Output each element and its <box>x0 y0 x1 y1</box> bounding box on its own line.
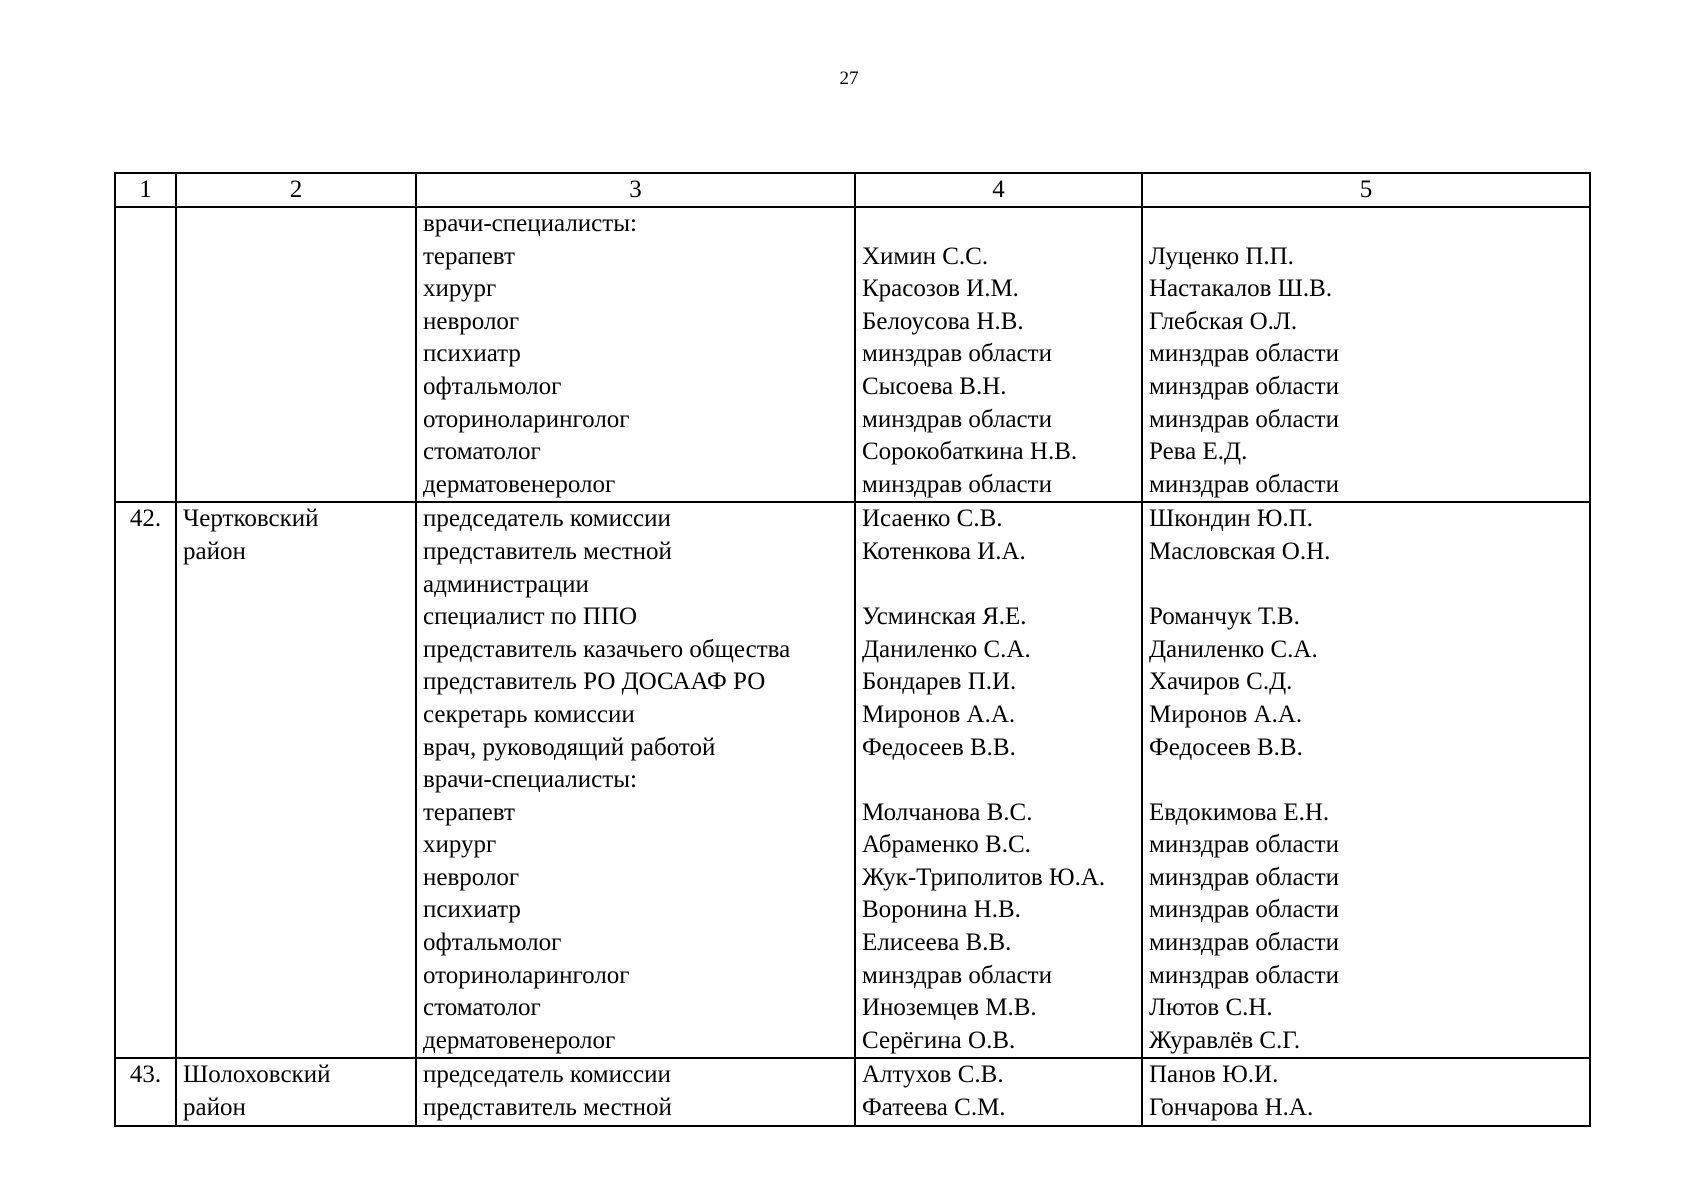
member-name <box>862 764 1135 797</box>
district-line: Шолоховский <box>183 1061 331 1089</box>
column-header-1: 1 <box>115 173 176 207</box>
role-line: председатель комиссии <box>423 505 671 533</box>
table-body <box>115 207 1590 1126</box>
row-number: 42. <box>129 505 162 533</box>
member-name: Воронина Н.В. <box>862 896 1021 924</box>
reserve-name <box>1149 208 1583 241</box>
role-line: стоматолог <box>423 994 541 1022</box>
role-line: специалист по ППО <box>423 603 638 631</box>
member-name: Бондарев П.И. <box>862 668 1017 696</box>
reserve-name: Масловская О.Н. <box>1149 537 1331 565</box>
member-name: Сорокобаткина Н.В. <box>862 438 1078 466</box>
reserve-name <box>1149 764 1583 797</box>
reserve-name: минздрав области <box>1149 405 1339 433</box>
row-number: 43. <box>129 1061 162 1089</box>
reserve-cell <box>1142 1058 1590 1125</box>
reserve-name: Луценко П.П. <box>1149 242 1294 270</box>
reserve-name: Романчук Т.В. <box>1149 603 1300 631</box>
member-name: Котенкова И.А. <box>862 537 1026 565</box>
role-line: оториноларинголог <box>423 405 630 433</box>
reserve-name <box>1149 569 1583 602</box>
reserve-name: Миронов А.А. <box>1149 700 1303 728</box>
member-name: минздрав области <box>862 405 1052 433</box>
reserve-name: Рева Е.Д. <box>1149 438 1248 466</box>
reserve-name: минздрав области <box>1149 929 1339 957</box>
reserve-name: минздрав области <box>1149 372 1339 400</box>
reserve-name: Даниленко С.А. <box>1149 635 1318 663</box>
reserve-name: Настакалов Ш.В. <box>1149 275 1333 303</box>
role-line: терапевт <box>423 798 515 826</box>
role-line: терапевт <box>423 242 515 270</box>
district-line: район <box>183 537 246 565</box>
reserve-name: Хачиров С.Д. <box>1149 668 1293 696</box>
column-header-4: 4 <box>855 173 1142 207</box>
member-name: Белоусова Н.В. <box>862 307 1024 335</box>
row-number-cell <box>115 1058 176 1125</box>
role-cell <box>416 207 855 502</box>
table-header <box>115 173 1590 207</box>
member-name: Серёгина О.В. <box>862 1026 1016 1054</box>
role-line: представитель РО ДОСААФ РО <box>423 668 766 696</box>
reserve-name: Глебская О.Л. <box>1149 307 1298 335</box>
member-cell <box>855 502 1142 1058</box>
reserve-cell <box>1142 502 1590 1058</box>
role-line: представитель местной <box>423 537 672 565</box>
role-cell <box>416 1058 855 1125</box>
role-line: врачи-специалисты: <box>423 766 637 794</box>
member-name: Молчанова В.С. <box>862 798 1033 826</box>
reserve-name: минздрав области <box>1149 863 1339 891</box>
row-number-cell <box>115 207 176 502</box>
role-line: психиатр <box>423 896 521 924</box>
role-line: представитель местной <box>423 1094 672 1122</box>
member-name: минздрав области <box>862 961 1052 989</box>
district-cell <box>176 1058 416 1125</box>
page-number: 27 <box>839 68 859 89</box>
member-name: Елисеева В.В. <box>862 929 1012 957</box>
column-header-3: 3 <box>416 173 855 207</box>
member-name: Исаенко С.В. <box>862 505 1003 533</box>
role-line: невролог <box>423 863 520 891</box>
role-line: стоматолог <box>423 438 541 466</box>
reserve-name: минздрав области <box>1149 896 1339 924</box>
reserve-name: Журавлёв С.Г. <box>1149 1026 1301 1054</box>
member-name <box>862 569 1135 602</box>
district-cell <box>176 207 416 502</box>
district-line: Чертковский <box>183 505 319 533</box>
reserve-name: Лютов С.Н. <box>1149 994 1273 1022</box>
role-line: секретарь комиссии <box>423 700 635 728</box>
member-name <box>862 208 1135 241</box>
reserve-name: Гончарова Н.А. <box>1149 1094 1314 1122</box>
column-header-2: 2 <box>176 173 416 207</box>
reserve-cell <box>1142 207 1590 502</box>
member-name: минздрав области <box>862 470 1052 498</box>
role-line: врачи-специалисты: <box>423 210 637 237</box>
role-line: психиатр <box>423 340 521 368</box>
reserve-name: минздрав области <box>1149 340 1339 368</box>
member-name: Жук-Триполитов Ю.А. <box>862 863 1106 891</box>
commission-table <box>114 172 1591 1127</box>
member-name: Усминская Я.Е. <box>862 603 1027 631</box>
member-name: минздрав области <box>862 340 1052 368</box>
row-number <box>122 208 169 241</box>
header-row <box>115 173 1590 207</box>
reserve-name: минздрав области <box>1149 831 1339 859</box>
member-name: Химин С.С. <box>862 242 989 270</box>
role-line: хирург <box>423 831 497 859</box>
role-line: офтальмолог <box>423 372 562 400</box>
member-name: Федосеев В.В. <box>862 733 1016 761</box>
role-line: администрации <box>423 570 589 598</box>
member-cell <box>855 207 1142 502</box>
role-line: хирург <box>423 275 497 303</box>
role-line: оториноларинголог <box>423 961 630 989</box>
role-line: офтальмолог <box>423 929 562 957</box>
role-line: дерматовенеролог <box>423 1026 616 1054</box>
member-name: Абраменко В.С. <box>862 831 1031 859</box>
table-row <box>115 207 1590 502</box>
member-name: Алтухов С.В. <box>862 1061 1004 1089</box>
role-line: председатель комиссии <box>423 1061 671 1089</box>
member-name: Фатеева С.М. <box>862 1094 1006 1122</box>
reserve-name: минздрав области <box>1149 961 1339 989</box>
role-line: дерматовенеролог <box>423 470 616 498</box>
member-name: Даниленко С.А. <box>862 635 1031 663</box>
row-number-cell <box>115 502 176 1058</box>
district-cell <box>176 502 416 1058</box>
reserve-name: минздрав области <box>1149 470 1339 498</box>
member-name: Миронов А.А. <box>862 700 1016 728</box>
district-line: район <box>183 1094 246 1122</box>
role-line: врач, руководящий работой <box>423 733 716 761</box>
role-line: невролог <box>423 307 520 335</box>
member-name: Сысоева В.Н. <box>862 372 1007 400</box>
role-cell <box>416 502 855 1058</box>
column-header-5: 5 <box>1142 173 1590 207</box>
table-row <box>115 1058 1590 1125</box>
reserve-name: Федосеев В.В. <box>1149 733 1303 761</box>
member-cell <box>855 1058 1142 1125</box>
reserve-name: Панов Ю.И. <box>1149 1061 1279 1089</box>
member-name: Красозов И.М. <box>862 275 1019 303</box>
member-name: Иноземцев М.В. <box>862 994 1037 1022</box>
role-line: представитель казачьего общества <box>423 635 791 663</box>
reserve-name: Евдокимова Е.Н. <box>1149 798 1330 826</box>
table-row <box>115 502 1590 1058</box>
reserve-name: Шкондин Ю.П. <box>1149 505 1313 533</box>
